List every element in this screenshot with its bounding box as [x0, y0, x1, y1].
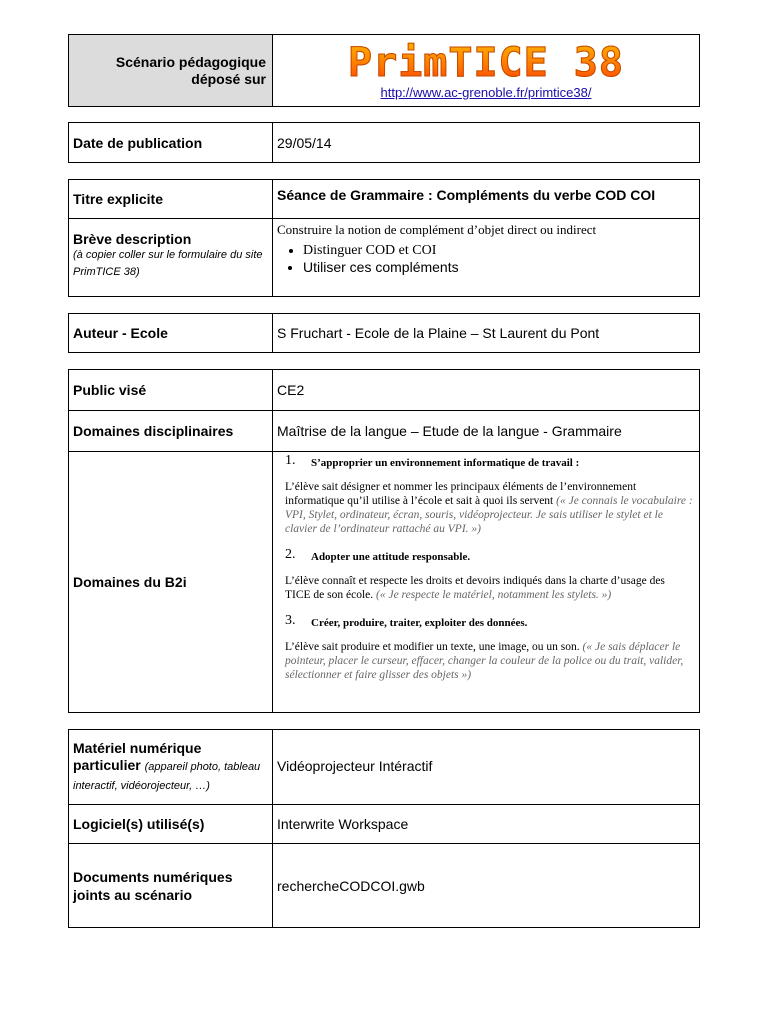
b2i-item-body: L’élève sait désigner et nommer les principaux éléments de l’environnement informatique qu’il utilise à l’école et sait à quoi ils servent [285, 481, 637, 507]
author-value: S Fruchart - Ecole de la Plaine – St Laurent du Pont [277, 325, 600, 341]
description-label-text: Brève description [73, 231, 192, 247]
date-label: Date de publication [69, 123, 273, 162]
documents-label: Documents numériques joints au scénario [69, 844, 273, 927]
b2i-item-title: Adopter une attitude responsable. [311, 551, 471, 563]
b2i-item-body: L’élève sait produire et modifier un texte, une image, ou un son. [285, 641, 580, 653]
scenario-label [69, 35, 273, 106]
b2i-item-title: S’approprier un environnement informatique de travail : [311, 457, 580, 469]
documents-value: rechercheCODCOI.gwb [277, 877, 425, 894]
b2i-item-text [285, 480, 693, 536]
date-value: 29/05/14 [277, 134, 332, 151]
equipment-label [69, 730, 273, 804]
b2i-item-body: L’élève connaît et respecte les droits et devoirs indiqués dans la charte d’usage des TICE de son école. [285, 575, 665, 601]
title-box [68, 179, 700, 297]
b2i-item-example: (« Je sais déplacer le pointeur, placer le curseur, effacer, changer la couleur de la police ou du trait, valider, sélectionner et faire glisser des objets ») [285, 641, 684, 681]
public-label: Public visé [69, 370, 273, 410]
description-item: • Utiliser ces compléments [303, 259, 695, 276]
equipment-hint: (appareil photo, tableau interactif, vidéorojecteur, …) [73, 760, 261, 792]
equipment-value: Vidéoprojecteur Intéractif [277, 758, 433, 774]
b2i-item-heading [285, 454, 693, 470]
b2i-item-text [285, 640, 693, 682]
equipment-label-block [73, 740, 268, 795]
description-item: • Distinguer COD et COI [303, 242, 695, 259]
b2i-item-example: (« Je connais le vocabulaire : VPI, Stylet, ordinateur, écran, souris, vidéoprojecteur. Je sais utiliser le stylet et le clavier de l’ordinateur rattaché au VPI. ») [285, 495, 693, 535]
b2i-item-number: 3. [285, 613, 296, 628]
b2i-item-heading [285, 614, 693, 630]
domains-box [68, 369, 700, 713]
disciplines-label: Domaines disciplinaires [69, 411, 273, 451]
description-label [69, 219, 273, 296]
date-box [68, 122, 700, 163]
b2i-item [285, 614, 693, 682]
equipment-label-text: Matériel numérique particulier [73, 739, 202, 773]
b2i-item-example: (« Je respecte le matériel, notamment les stylets. ») [376, 589, 612, 601]
title-value: Séance de Grammaire : Compléments du verbe COD COI [277, 187, 656, 203]
author-label: Auteur - Ecole [69, 314, 273, 352]
primtice-link[interactable]: http://www.ac-grenoble.fr/primtice38/ [380, 85, 592, 100]
description-list [277, 242, 695, 276]
b2i-item [285, 548, 693, 602]
resources-box [68, 729, 700, 928]
b2i-item-text [285, 574, 693, 602]
public-value: CE2 [277, 382, 305, 398]
description-intro: Construire la notion de complément d’objet direct ou indirect [277, 222, 597, 237]
author-box [68, 313, 700, 353]
b2i-item-number: 2. [285, 547, 296, 562]
b2i-item-title: Créer, produire, traiter, exploiter des données. [311, 617, 528, 629]
disciplines-value: Maîtrise de la langue – Etude de la langue - Grammaire [277, 423, 622, 439]
description-hint: (à copier coller sur le formulaire du site PrimTICE 38) [73, 249, 263, 278]
title-label: Titre explicite [69, 180, 273, 218]
b2i-label: Domaines du B2i [69, 452, 273, 712]
b2i-item-number: 1. [285, 453, 296, 468]
b2i-item-heading [285, 548, 693, 564]
software-value: Interwrite Workspace [277, 816, 409, 832]
b2i-value [273, 452, 699, 712]
scenario-label-text: Scénario pédagogique déposé sur [115, 53, 266, 87]
b2i-item [285, 454, 693, 536]
header-box [68, 34, 700, 107]
description-value [273, 219, 699, 296]
primtice-logo: PrimTICE 38 [348, 40, 624, 86]
software-label: Logiciel(s) utilisé(s) [69, 805, 273, 843]
header-value [273, 35, 699, 106]
